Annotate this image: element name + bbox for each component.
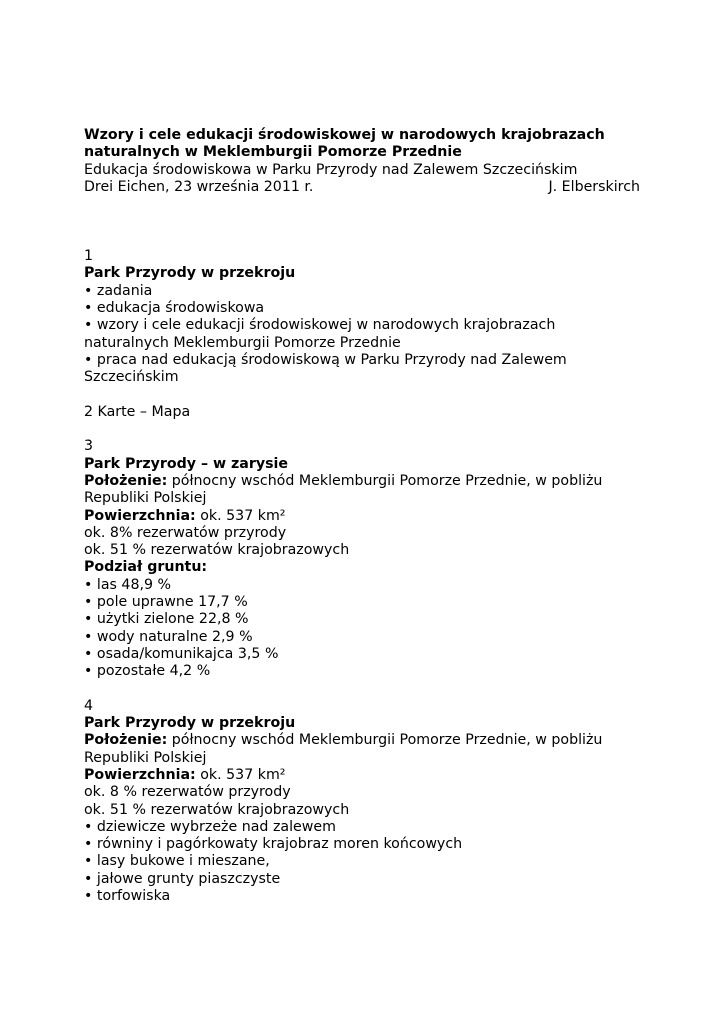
section-3 [84, 438, 644, 680]
section-4 [84, 698, 644, 906]
location-value: północny wschód Meklemburgii Pomorze Przednie, w pobliżu Republiki Polskiej [84, 732, 603, 766]
list-item: • zadania [84, 283, 644, 300]
list-item: • dziewicze wybrzeże nad zalewem [84, 819, 644, 836]
list-item: • las 48,9 % [84, 577, 644, 594]
location-label: Położenie: [84, 472, 168, 489]
landscape-reserves-line: ok. 51 % rezerwatów krajobrazowych [84, 801, 350, 818]
landscape-features-list [84, 819, 644, 905]
location-label: Położenie: [84, 732, 168, 749]
area-label: Powierzchnia: [84, 507, 196, 524]
list-item: • użytki zielone 22,8 % [84, 611, 644, 628]
section-heading: Park Przyrody – w zarysie [84, 455, 289, 472]
area-line [84, 767, 644, 784]
landscape-reserves-line: ok. 51 % rezerwatów krajobrazowych [84, 542, 350, 559]
area-value: ok. 537 km² [195, 507, 286, 524]
location-line [84, 473, 644, 508]
place-date: Drei Eichen, 23 września 2011 r. [84, 178, 314, 195]
nature-reserves-line: ok. 8 % rezerwatów przyrody [84, 784, 291, 801]
list-item: • równiny i pagórkowaty krajobraz moren końcowych [84, 836, 644, 853]
list-item: • torfowiska [84, 888, 644, 905]
section-heading: Park Przyrody w przekroju [84, 715, 296, 732]
land-use-label: Podział gruntu: [84, 559, 208, 576]
nature-reserves-line: ok. 8% rezerwatów przyrody [84, 524, 287, 541]
document-subtitle: Edukacja środowiskowa w Parku Przyrody nad Zalewem Szczecińskim [84, 161, 578, 178]
area-value: ok. 537 km² [195, 766, 286, 783]
area-label: Powierzchnia: [84, 766, 196, 783]
author: J. Elberskirch [548, 178, 640, 195]
list-item: • praca nad edukacją środowiskową w Parku Przyrody nad Zalewem Szczecińskim [84, 352, 644, 387]
list-item: • lasy bukowe i mieszane, [84, 853, 644, 870]
list-item: • jałowe grunty piaszczyste [84, 871, 644, 888]
section-1 [84, 248, 644, 386]
section-heading: Park Przyrody w przekroju [84, 265, 296, 282]
section-2-map: 2 Karte – Mapa [84, 403, 191, 420]
list-item: • wody naturalne 2,9 % [84, 629, 644, 646]
location-line [84, 732, 644, 767]
document-content [84, 127, 644, 905]
land-use-list [84, 577, 644, 681]
place-date-line [84, 179, 644, 196]
section-number: 3 [84, 438, 94, 455]
list-item: • pozostałe 4,2 % [84, 663, 644, 680]
bullet-list [84, 283, 644, 387]
location-value: północny wschód Meklemburgii Pomorze Przednie, w pobliżu Republiki Polskiej [84, 472, 603, 507]
section-number: 4 [84, 697, 94, 714]
list-item: • edukacja środowiskowa [84, 300, 644, 317]
area-line [84, 508, 644, 525]
document-title-line-2: naturalnych w Meklemburgii Pomorze Przednie [84, 144, 462, 161]
section-number: 1 [84, 248, 94, 265]
list-item: • pole uprawne 17,7 % [84, 594, 644, 611]
document-title-line-1: Wzory i cele edukacji środowiskowej w narodowych krajobrazach [84, 127, 605, 143]
list-item: • wzory i cele edukacji środowiskowej w narodowych krajobrazach naturalnych Meklemburgii Pomorze Przednie [84, 317, 644, 352]
list-item: • osada/komunikajca 3,5 % [84, 646, 644, 663]
